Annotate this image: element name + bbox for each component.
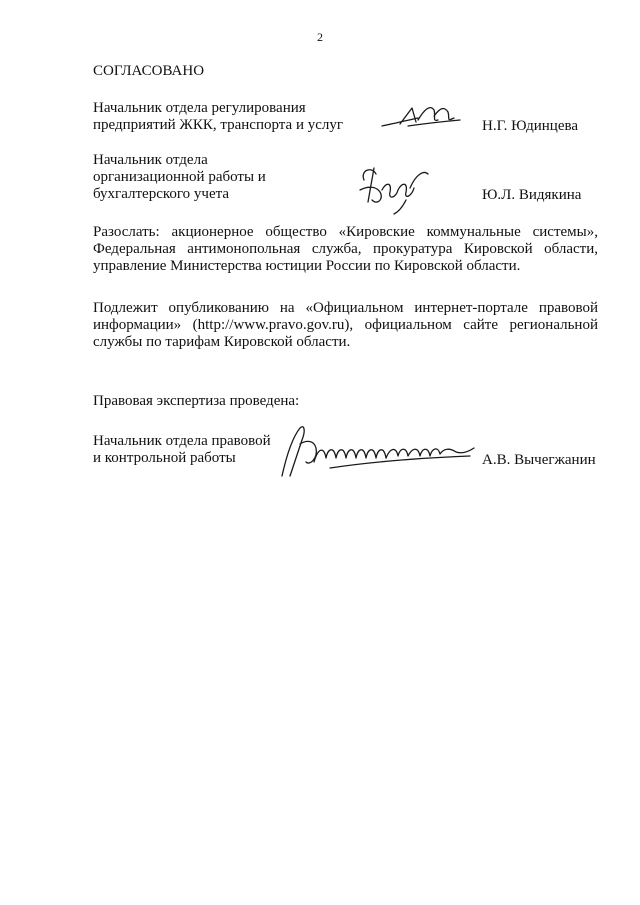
signature-2-image bbox=[350, 160, 434, 216]
approver-2-position bbox=[93, 152, 266, 203]
approver-1-name: Н.Г. Юдинцева bbox=[482, 118, 579, 134]
approver-2-position-line-3: бухгалтерского учета bbox=[93, 186, 230, 202]
legal-reviewer-position bbox=[93, 433, 271, 467]
signature-1-image bbox=[378, 96, 464, 136]
legal-reviewer-name: А.В. Вычегжанин bbox=[482, 452, 596, 468]
page-number: 2 bbox=[317, 30, 323, 44]
approver-2-name: Ю.Л. Видякина bbox=[482, 187, 582, 203]
approver-2-position-line-2: организационной работы и bbox=[93, 169, 266, 185]
signature-3-image bbox=[270, 418, 480, 484]
distribution-paragraph: Разослать: акционерное общество «Кировские коммунальные системы», Федеральная антимонопольная служба, прокуратура Кировской области, управление Министерства юстиции России по Кировской области. bbox=[93, 224, 598, 274]
legal-reviewer-position-line-2: и контрольной работы bbox=[93, 450, 236, 466]
approval-heading: СОГЛАСОВАНО bbox=[93, 63, 205, 79]
approver-2-position-line-1: Начальник отдела bbox=[93, 152, 208, 168]
approver-1-position bbox=[93, 100, 343, 134]
legal-review-label: Правовая экспертиза проведена: bbox=[93, 393, 300, 409]
approver-1-position-line-1: Начальник отдела регулирования bbox=[93, 100, 306, 116]
publication-paragraph: Подлежит опубликованию на «Официальном интернет-портале правовой информации» (http://www.pravo.gov.ru), официальном сайте региональной службы по тарифам Кировской области. bbox=[93, 300, 598, 350]
approver-1-position-line-2: предприятий ЖКК, транспорта и услуг bbox=[93, 117, 344, 133]
legal-reviewer-position-line-1: Начальник отдела правовой bbox=[93, 433, 271, 449]
